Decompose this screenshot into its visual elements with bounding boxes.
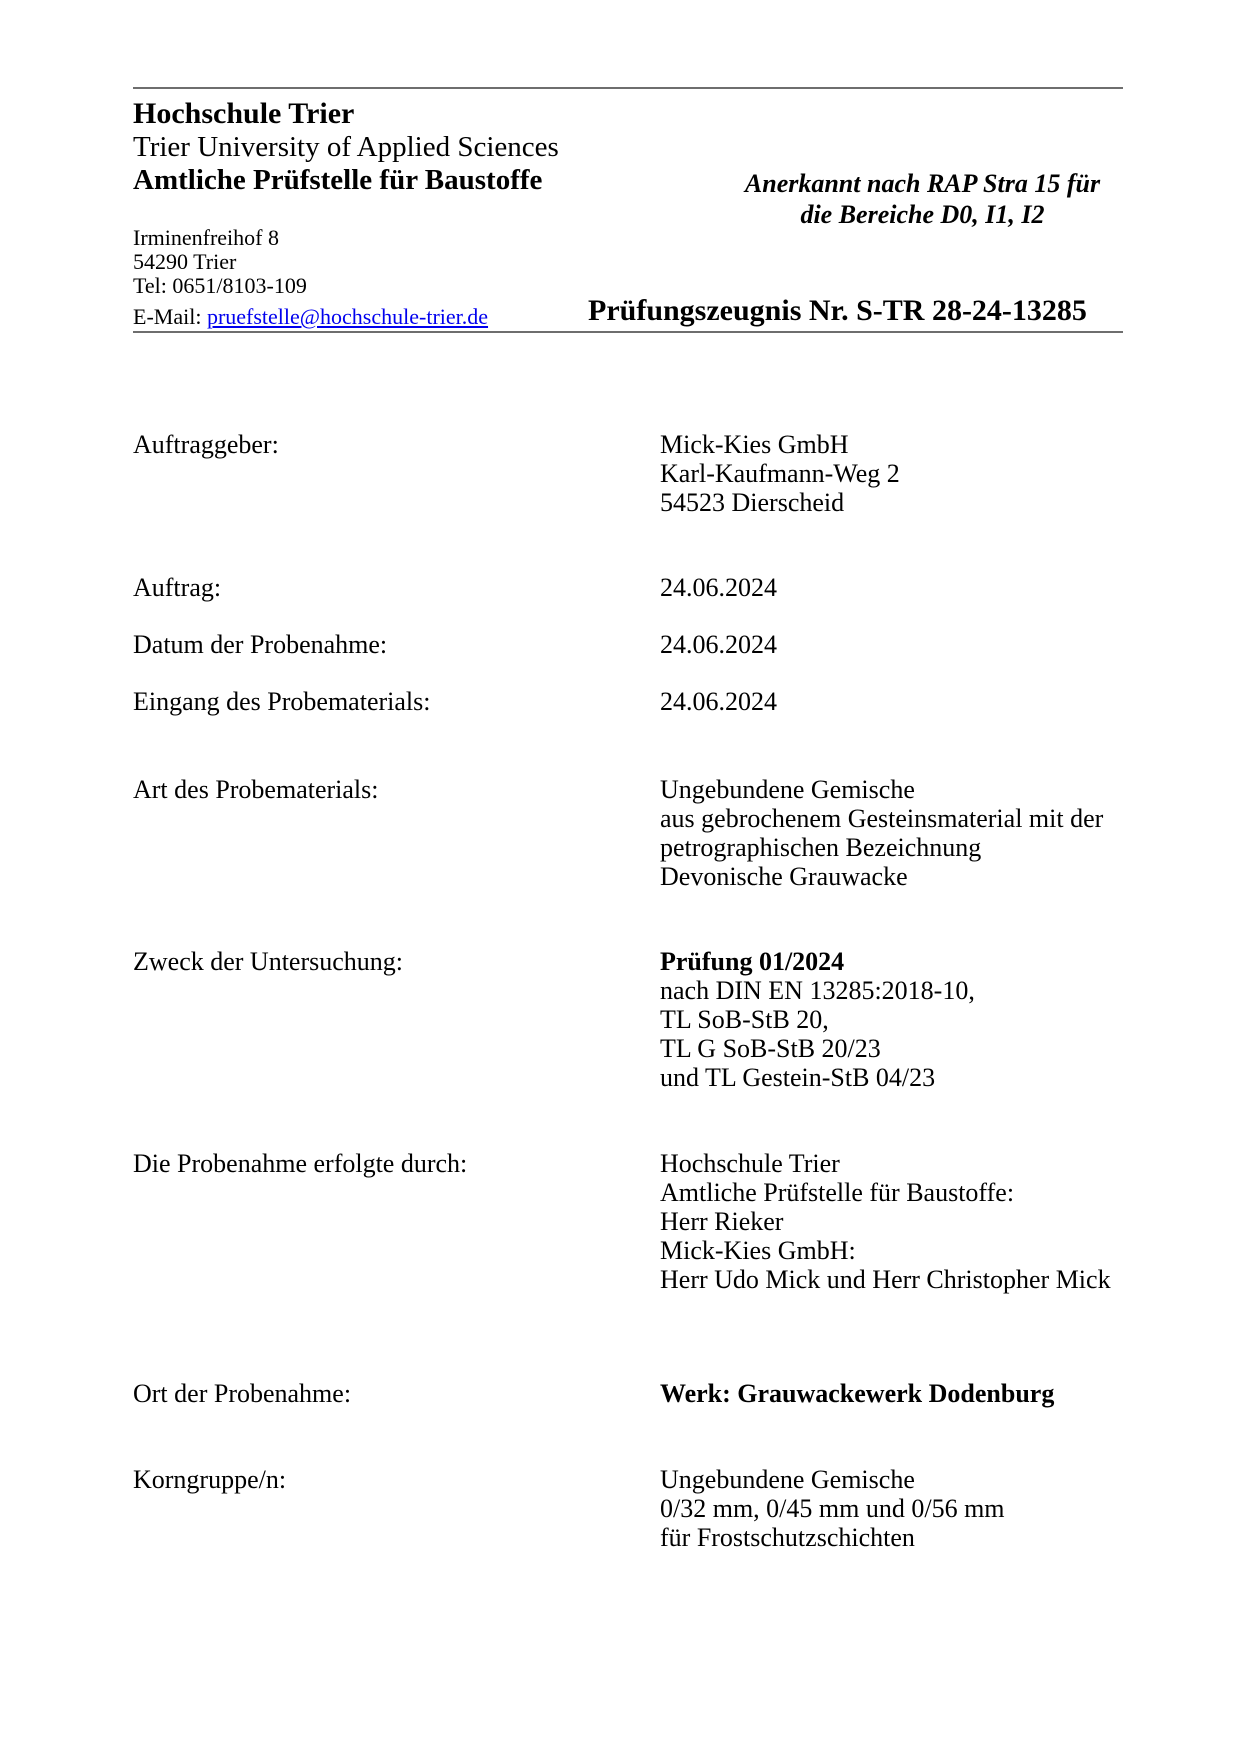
header-bottom-rule xyxy=(133,331,1123,333)
field-value xyxy=(660,430,900,517)
field-value xyxy=(660,1379,1054,1408)
phone-line: Tel: 0651/8103-109 xyxy=(133,273,307,298)
field-label: Ort der Probenahme: xyxy=(133,1379,352,1408)
field-value xyxy=(660,573,777,602)
field-value-line: nach DIN EN 13285:2018-10, xyxy=(660,976,975,1005)
field-label: Datum der Probenahme: xyxy=(133,630,388,659)
field-value-line: 54523 Dierscheid xyxy=(660,488,845,517)
accreditation-note xyxy=(720,168,1125,230)
field-value-line: Herr Udo Mick und Herr Christopher Mick xyxy=(660,1265,1111,1294)
header-top-rule xyxy=(133,87,1123,89)
field-label: Auftrag: xyxy=(133,573,222,602)
field-value-line: und TL Gestein-StB 04/23 xyxy=(660,1063,936,1092)
field-value xyxy=(660,1149,1111,1294)
field-value-line: Ungebundene Gemische xyxy=(660,775,915,804)
field-value-line: TL SoB-StB 20, xyxy=(660,1005,829,1034)
field-value-line: Karl-Kaufmann-Weg 2 xyxy=(660,459,900,488)
email-link[interactable]: pruefstelle@hochschule-trier.de xyxy=(206,304,489,329)
department-name: Amtliche Prüfstelle für Baustoffe xyxy=(133,164,543,196)
field-value xyxy=(660,687,777,716)
field-value xyxy=(660,775,1103,891)
org-name: Hochschule Trier xyxy=(133,97,355,130)
address-street: Irminenfreihof 8 xyxy=(133,225,279,250)
field-label: Die Probenahme erfolgte durch: xyxy=(133,1149,468,1178)
email-label: E-Mail: xyxy=(133,304,202,329)
field-value-line: petrographischen Bezeichnung xyxy=(660,833,982,862)
certificate-title: Prüfungszeugnis Nr. S-TR 28-24-13285 xyxy=(588,294,1087,327)
field-value-line: Amtliche Prüfstelle für Baustoffe: xyxy=(660,1178,1015,1207)
org-name-english: Trier University of Applied Sciences xyxy=(133,131,559,163)
field-value-line: Hochschule Trier xyxy=(660,1149,840,1178)
address-block xyxy=(133,226,307,298)
email-row xyxy=(133,304,488,330)
field-value-line: Werk: Grauwackewerk Dodenburg xyxy=(660,1379,1055,1408)
field-value xyxy=(660,1465,1005,1552)
field-value-line: 24.06.2024 xyxy=(660,630,777,659)
field-value-line: Mick-Kies GmbH: xyxy=(660,1236,856,1265)
field-value-line: aus gebrochenem Gesteinsmaterial mit der xyxy=(660,804,1104,833)
field-value-line: Devonische Grauwacke xyxy=(660,862,908,891)
field-value-line: 24.06.2024 xyxy=(660,573,777,602)
field-value-line: 0/32 mm, 0/45 mm und 0/56 mm xyxy=(660,1494,1005,1523)
field-label: Art des Probematerials: xyxy=(133,775,379,804)
accreditation-line2: die Bereiche D0, I1, I2 xyxy=(800,200,1045,229)
field-value xyxy=(660,947,975,1092)
field-value-line: Mick-Kies GmbH xyxy=(660,430,849,459)
field-value-line: Ungebundene Gemische xyxy=(660,1465,915,1494)
field-value-line: TL G SoB-StB 20/23 xyxy=(660,1034,881,1063)
address-city: 54290 Trier xyxy=(133,249,237,274)
field-label: Korngruppe/n: xyxy=(133,1465,287,1494)
field-label: Auftraggeber: xyxy=(133,430,279,459)
field-value-line: Herr Rieker xyxy=(660,1207,784,1236)
field-value-line: 24.06.2024 xyxy=(660,687,777,716)
field-label: Zweck der Untersuchung: xyxy=(133,947,404,976)
field-value-line: für Frostschutzschichten xyxy=(660,1523,915,1552)
field-value xyxy=(660,630,777,659)
field-value-line: Prüfung 01/2024 xyxy=(660,947,845,976)
accreditation-line1: Anerkannt nach RAP Stra 15 für xyxy=(744,169,1101,198)
field-label: Eingang des Probematerials: xyxy=(133,687,431,716)
